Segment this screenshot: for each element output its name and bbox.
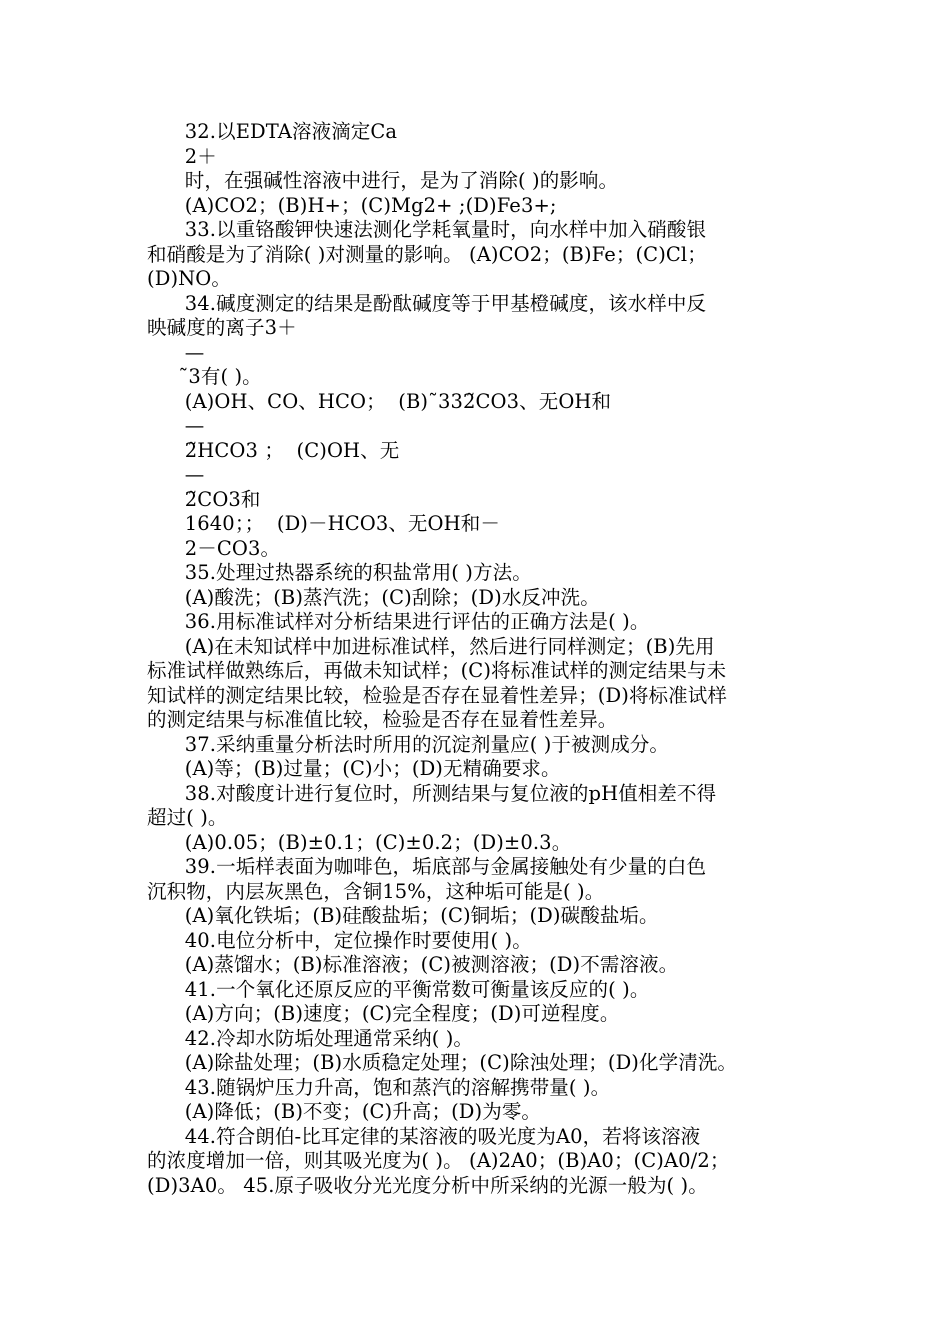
text-line: ˜3有( )。 bbox=[147, 365, 262, 388]
text-line: 2̃CO3和 bbox=[147, 487, 261, 511]
text-line: 2̃HCO3 ； (C)OH、无 bbox=[147, 438, 400, 462]
text-line: (A)降低；(B)不变；(C)升高；(D)为零。 bbox=[147, 1100, 542, 1123]
text-line: 36.用标准试样对分析结果进行评估的正确方法是( )。 bbox=[147, 610, 650, 633]
text-line: 的测定结果与标准值比较，检验是否存在显着性差异。 bbox=[147, 708, 618, 731]
text-line: 知试样的测定结果比较，检验是否存在显着性差异；(D)将标准试样 bbox=[147, 683, 727, 707]
text-line: 2－CO3。 bbox=[147, 536, 281, 560]
text-line: (A)0.05；(B)±0.1；(C)±0.2；(D)±0.3。 bbox=[147, 830, 572, 854]
text-line: 1640；； (D)－HCO3、无OH和－ bbox=[147, 512, 500, 535]
text-line: (A)方向；(B)速度；(C)完全程度；(D)可逆程度。 bbox=[147, 1002, 620, 1025]
text-line: 沉积物，内层灰黑色，含铜15%，这种垢可能是( )。 bbox=[147, 879, 605, 903]
text-line: (A)酸洗；(B)蒸汽洗；(C)刮除；(D)水反冲洗。 bbox=[147, 585, 600, 609]
text-line: (A)CO2；(B)H+；(C)Mg2+ ;(D)Fe3+; bbox=[147, 193, 557, 217]
text-line: 41.一个氧化还原反应的平衡常数可衡量该反应的( )。 bbox=[147, 977, 650, 1001]
text-line: (D)3A0。 45.原子吸收分光光度分析中所采纳的光源一般为( )。 bbox=[147, 1173, 708, 1197]
text-line: 33.以重铬酸钾快速法测化学耗氧量时，向水样中加入硝酸银 bbox=[147, 218, 707, 241]
text-line: 2＋ bbox=[147, 144, 217, 168]
text-line: 37.采纳重量分析法时所用的沉淀剂量应( )于被测成分。 bbox=[147, 732, 670, 756]
text-line: (A)除盐处理；(B)水质稳定处理；(C)除浊处理；(D)化学清洗。 bbox=[147, 1051, 738, 1074]
text-line: (A)等；(B)过量；(C)小；(D)无精确要求。 bbox=[147, 757, 561, 780]
text-line: (A)在未知试样中加进标准试样，然后进行同样测定；(B)先用 bbox=[147, 634, 715, 658]
text-line: (A)OH、CO、HCO； (B)˜332̃CO3、无OH和 bbox=[147, 389, 612, 413]
text-line: 40.电位分析中，定位操作时要使用( )。 bbox=[147, 928, 532, 952]
text-line: (A)氧化铁垢；(B)硅酸盐垢；(C)铜垢；(D)碳酸盐垢。 bbox=[147, 904, 659, 927]
text-line: 超过( )。 bbox=[147, 806, 228, 829]
text-line: 标准试样做熟练后，再做未知试样；(C)将标准试样的测定结果与未 bbox=[147, 659, 727, 682]
text-line: (D)NO。 bbox=[147, 267, 231, 290]
text-line: — bbox=[147, 463, 205, 486]
text-line: 32.以EDTA溶液滴定Ca bbox=[147, 120, 398, 143]
text-line: — bbox=[147, 414, 205, 437]
text-line: 时，在强碱性溶液中进行，是为了消除( )的影响。 bbox=[147, 169, 619, 192]
text-line: (A)蒸馏水；(B)标准溶液；(C)被测溶液；(D)不需溶液。 bbox=[147, 953, 679, 976]
text-line: 42.冷却水防垢处理通常采纳( )。 bbox=[147, 1026, 474, 1050]
text-line: 35.处理过热器系统的积盐常用( )方法。 bbox=[147, 561, 532, 584]
text-line: 39.一垢样表面为咖啡色，垢底部与金属接触处有少量的白色 bbox=[147, 855, 707, 878]
text-line: 和硝酸是为了消除( )对测量的影响。 (A)CO2；(B)Fe；(C)Cl； bbox=[147, 242, 707, 266]
text-line: 的浓度增加一倍，则其吸光度为( )。 (A)2A0；(B)A0；(C)A0/2； bbox=[147, 1149, 730, 1172]
text-line: 44.符合朗伯-比耳定律的某溶液的吸光度为A0，若将该溶液 bbox=[147, 1124, 701, 1148]
document-body bbox=[147, 120, 817, 1198]
text-line: 34.碱度测定的结果是酚酞碱度等于甲基橙碱度，该水样中反 bbox=[147, 291, 707, 315]
text-line: 38.对酸度计进行复位时，所测结果与复位液的pH值相差不得 bbox=[147, 781, 717, 805]
text-line: 43.随锅炉压力升高，饱和蒸汽的溶解携带量( )。 bbox=[147, 1075, 611, 1099]
text-line: 映碱度的离子3＋ bbox=[147, 316, 297, 339]
text-line: — bbox=[147, 340, 205, 364]
